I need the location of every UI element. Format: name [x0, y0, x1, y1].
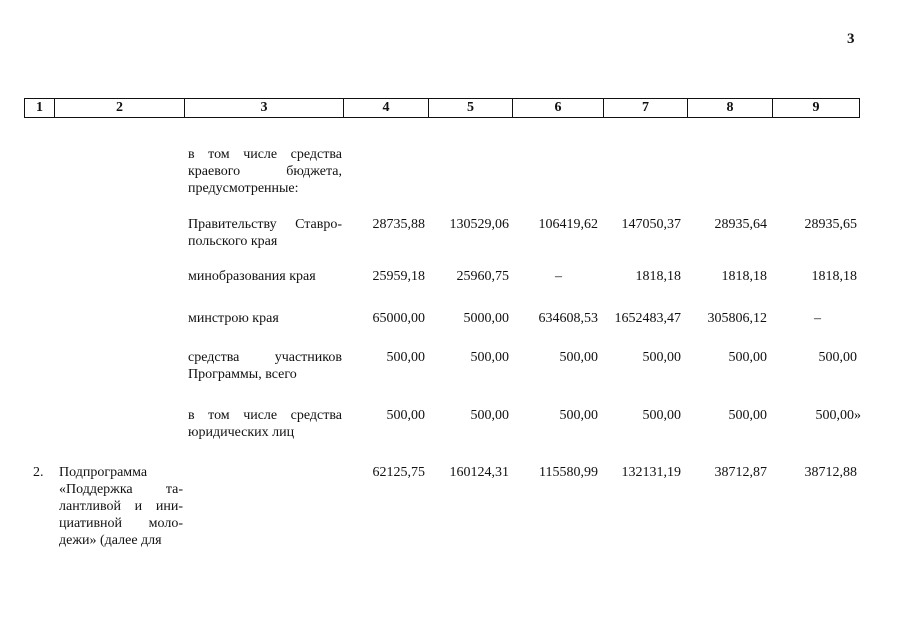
header-col-1: 1 — [25, 99, 55, 117]
cell-col-5: 500,00 — [470, 408, 509, 423]
cell-col-5: 160124,31 — [449, 465, 509, 480]
cell-col-6: 500,00 — [559, 408, 598, 423]
header-col-5: 5 — [429, 99, 513, 117]
cell-col-4: 500,00 — [386, 350, 425, 365]
cell-col-9: 1818,18 — [811, 269, 857, 284]
cell-col-6: – — [555, 269, 562, 284]
header-col-3: 3 — [185, 99, 344, 117]
cell-col-4: 500,00 — [386, 408, 425, 423]
cell-col-7: 147050,37 — [621, 217, 681, 232]
cell-col-4: 65000,00 — [372, 311, 425, 326]
header-col-8: 8 — [688, 99, 773, 117]
cell-col-9: – — [814, 311, 821, 326]
cell-col-6: 106419,62 — [538, 217, 598, 232]
cell-col-9: 500,00 — [818, 350, 857, 365]
cell-col-8: 305806,12 — [707, 311, 767, 326]
cell-col-8: 500,00 — [728, 408, 767, 423]
cell-col-4: 62125,75 — [372, 465, 425, 480]
header-col-7: 7 — [604, 99, 688, 117]
subprogram-name: Подпрограмма «Поддержка та-лантливой и ини-циативной моло-дежи» (далее для — [59, 465, 183, 548]
row-description: средства участников Программы, всего — [188, 350, 342, 382]
cell-col-8: 1818,18 — [721, 269, 767, 284]
table-header-row — [24, 98, 860, 118]
cell-col-5: 25960,75 — [456, 269, 509, 284]
cell-col-7: 500,00 — [642, 350, 681, 365]
cell-col-4: 25959,18 — [372, 269, 425, 284]
cell-col-7: 132131,19 — [621, 465, 681, 480]
cell-col-8: 500,00 — [728, 350, 767, 365]
cell-col-7: 500,00 — [642, 408, 681, 423]
cell-col-6: 634608,53 — [538, 311, 598, 326]
row-description: минстрою края — [188, 311, 279, 326]
page-number: 3 — [847, 31, 855, 47]
header-col-6: 6 — [513, 99, 604, 117]
cell-col-7: 1818,18 — [635, 269, 681, 284]
row-description: минобразования края — [188, 269, 316, 284]
cell-col-7: 1652483,47 — [614, 311, 681, 326]
row-description: в том числе средства краевого бюджета, предусмотренные: — [188, 147, 342, 196]
cell-col-8: 38712,87 — [714, 465, 767, 480]
row-description: в том числе средства юридических лиц — [188, 408, 342, 440]
header-col-2: 2 — [55, 99, 185, 117]
cell-col-9: 28935,65 — [804, 217, 857, 232]
header-col-9: 9 — [812, 100, 820, 115]
subprogram-index: 2. — [33, 465, 44, 480]
row-description: Правительству Ставро-польского края — [188, 217, 342, 249]
cell-col-6: 115580,99 — [539, 465, 598, 480]
cell-col-5: 5000,00 — [463, 311, 509, 326]
cell-col-6: 500,00 — [559, 350, 598, 365]
cell-col-5: 500,00 — [470, 350, 509, 365]
cell-col-8: 28935,64 — [714, 217, 767, 232]
cell-col-9: 38712,88 — [804, 465, 857, 480]
cell-col-4: 28735,88 — [372, 217, 425, 232]
cell-col-5: 130529,06 — [449, 217, 509, 232]
cell-col-9: 500,00» — [815, 408, 861, 423]
header-col-4: 4 — [344, 99, 429, 117]
